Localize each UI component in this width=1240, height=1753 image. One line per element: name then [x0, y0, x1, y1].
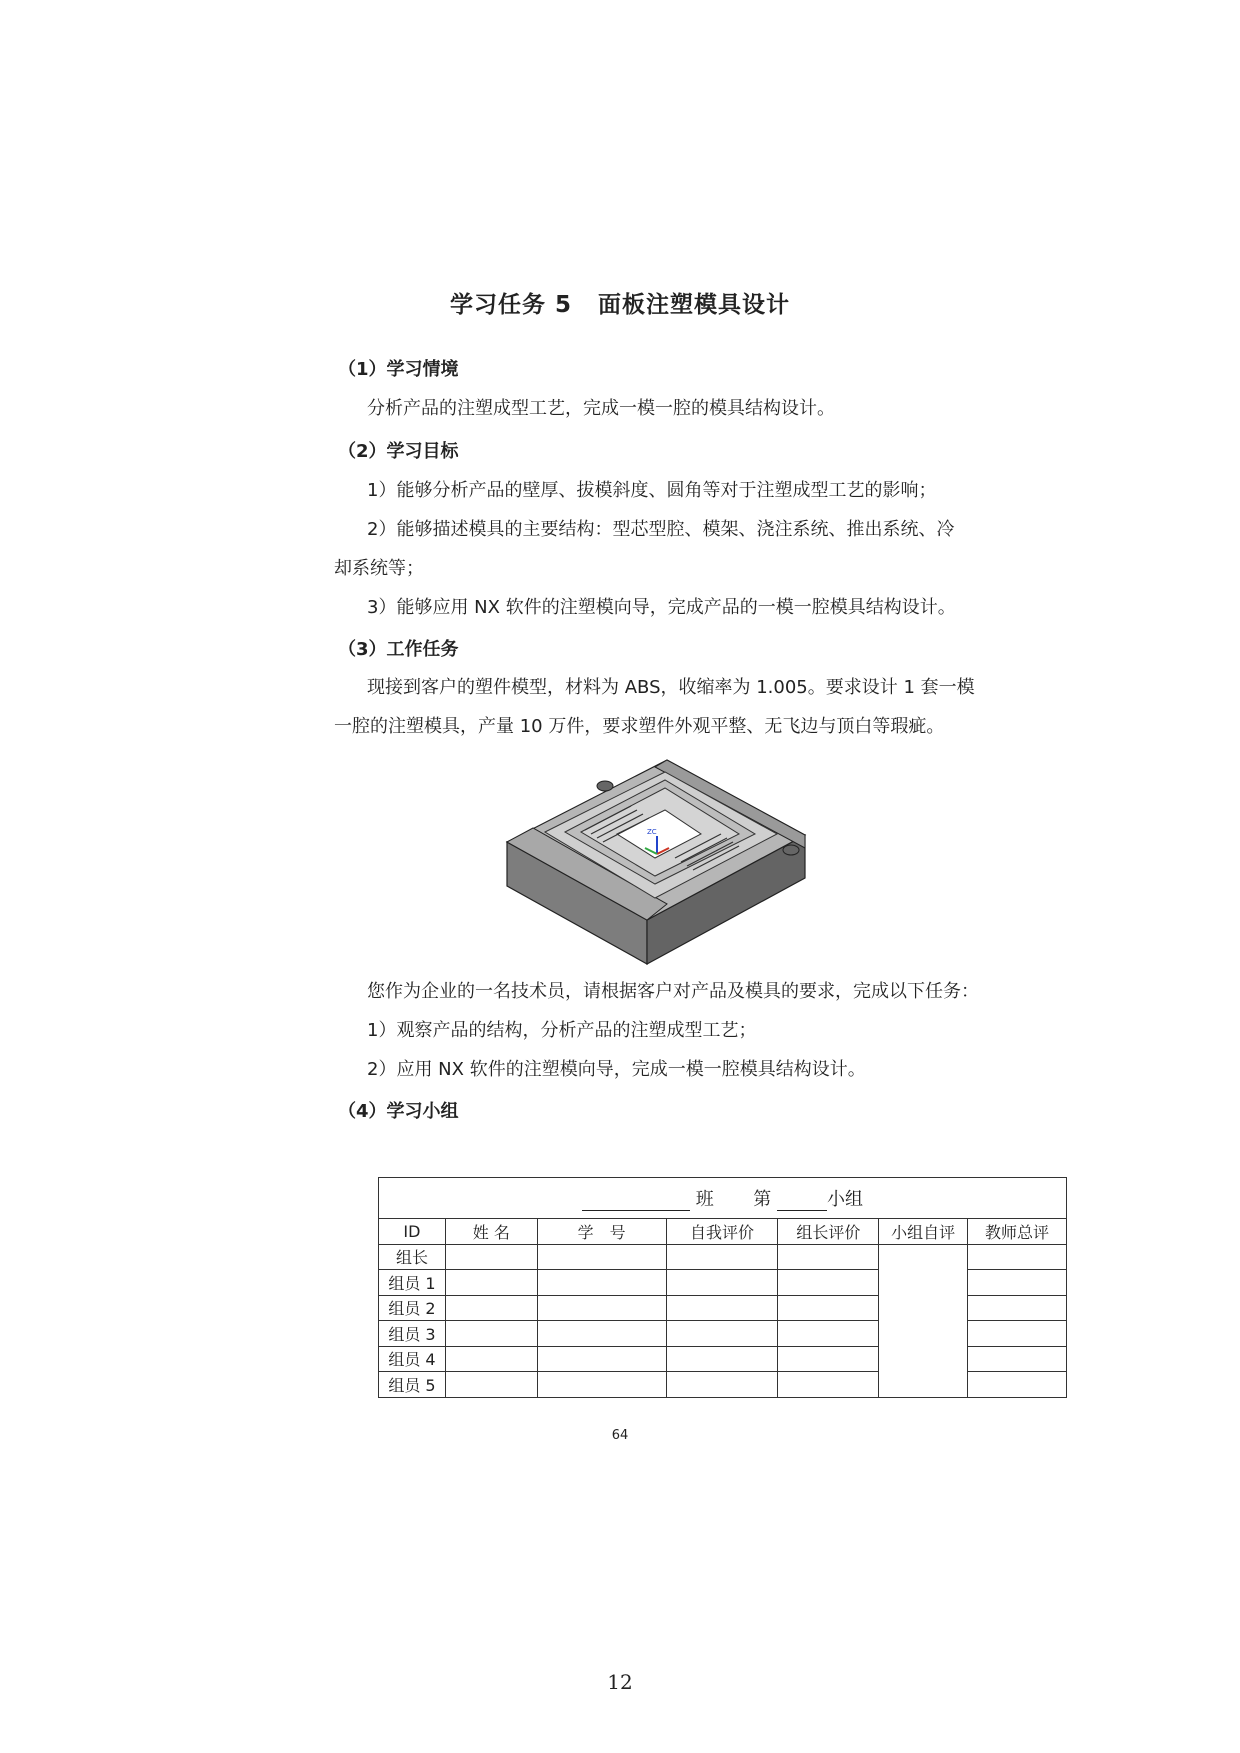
- table-cell[interactable]: [968, 1295, 1067, 1321]
- table-cell[interactable]: [537, 1321, 666, 1347]
- section-1-text: 分析产品的注塑成型工艺，完成一模一腔的模具结构设计。: [367, 398, 835, 419]
- group-no-label: 第: [753, 1189, 772, 1210]
- objective-item-1: 1）能够分析产品的壁厚、拔模斜度、圆角等对于注塑成型工艺的影响；: [367, 480, 937, 501]
- table-cell[interactable]: [968, 1270, 1067, 1296]
- axis-label: ZC: [647, 828, 657, 836]
- table-cell[interactable]: [968, 1372, 1067, 1398]
- table-cell[interactable]: [537, 1295, 666, 1321]
- row-label: 组员 3: [379, 1321, 446, 1347]
- table-cell[interactable]: [968, 1321, 1067, 1347]
- task-item-1: 1）观察产品的结构，分析产品的注塑成型工艺；: [367, 1020, 757, 1041]
- section-2-heading: （2）学习目标: [338, 441, 459, 462]
- table-cell[interactable]: [537, 1372, 666, 1398]
- table-cell[interactable]: [445, 1321, 537, 1347]
- section-3-heading: （3）工作任务: [338, 639, 459, 660]
- class-blank: [582, 1192, 690, 1211]
- table-cell[interactable]: [666, 1244, 778, 1270]
- table-cell[interactable]: [778, 1244, 879, 1270]
- objective-item-2-line2: 却系统等；: [334, 558, 424, 579]
- page-title: [0, 286, 1240, 319]
- task-item-2: 2）应用 NX 软件的注塑模向导，完成一模一腔模具结构设计。: [367, 1059, 866, 1080]
- row-label: 组员 2: [379, 1295, 446, 1321]
- objective-item-3: 3）能够应用 NX 软件的注塑模向导，完成产品的一模一腔模具结构设计。: [367, 597, 956, 618]
- table-cell[interactable]: [445, 1244, 537, 1270]
- table-cell[interactable]: [778, 1270, 879, 1296]
- objective-item-2-line1: 2）能够描述模具的主要结构：型芯型腔、模架、浇注系统、推出系统、冷: [367, 519, 955, 540]
- table-cell[interactable]: [666, 1372, 778, 1398]
- page-number: 12: [607, 1670, 633, 1694]
- table-header-row: [379, 1178, 1067, 1219]
- mold-plate-figure: [505, 758, 848, 972]
- table-cell[interactable]: [666, 1270, 778, 1296]
- table-cell[interactable]: [666, 1295, 778, 1321]
- row-label: 组员 4: [379, 1346, 446, 1372]
- section-1-heading: （1）学习情境: [338, 359, 459, 380]
- study-group-table: [378, 1177, 1067, 1398]
- group-no-blank: [777, 1192, 827, 1211]
- table-columns-row: [379, 1219, 1067, 1245]
- title-main: 面板注塑模具设计: [598, 292, 790, 318]
- table-cell[interactable]: [968, 1346, 1067, 1372]
- column-header: ID: [379, 1219, 446, 1245]
- table-cell[interactable]: [537, 1346, 666, 1372]
- table-cell[interactable]: [537, 1270, 666, 1296]
- column-header: 教师总评: [968, 1219, 1067, 1245]
- title-prefix: 学习任务 5: [449, 292, 572, 318]
- row-label: 组长: [379, 1244, 446, 1270]
- class-label: 班: [695, 1189, 714, 1210]
- inner-page-number: 64: [611, 1428, 629, 1443]
- column-header: 姓 名: [445, 1219, 537, 1245]
- table-cell[interactable]: [778, 1372, 879, 1398]
- column-header: 学 号: [537, 1219, 666, 1245]
- table-cell[interactable]: [666, 1321, 778, 1347]
- table-cell[interactable]: [778, 1346, 879, 1372]
- column-header: 自我评价: [666, 1219, 778, 1245]
- table-cell[interactable]: [968, 1244, 1067, 1270]
- group-self-eval-cell[interactable]: [879, 1244, 968, 1397]
- column-header: 小组自评: [879, 1219, 968, 1245]
- task-text-line1: 现接到客户的塑件模型，材料为 ABS，收缩率为 1.005。要求设计 1 套一模: [367, 677, 975, 698]
- table-cell[interactable]: [445, 1295, 537, 1321]
- table-cell[interactable]: [778, 1295, 879, 1321]
- table-cell[interactable]: [666, 1346, 778, 1372]
- group-label: 小组: [826, 1189, 863, 1210]
- task-intro: 您作为企业的一名技术员，请根据客户对产品及模具的要求，完成以下任务：: [367, 981, 979, 1002]
- column-header: 组长评价: [778, 1219, 879, 1245]
- section-4-heading: （4）学习小组: [338, 1101, 459, 1122]
- table-cell[interactable]: [445, 1372, 537, 1398]
- table-row: [379, 1244, 1067, 1270]
- row-label: 组员 5: [379, 1372, 446, 1398]
- table-cell[interactable]: [537, 1244, 666, 1270]
- table-cell[interactable]: [445, 1270, 537, 1296]
- table-cell[interactable]: [778, 1321, 879, 1347]
- table-cell[interactable]: [445, 1346, 537, 1372]
- task-text-line2: 一腔的注塑模具，产量 10 万件，要求塑件外观平整、无飞边与顶白等瑕疵。: [334, 716, 945, 737]
- row-label: 组员 1: [379, 1270, 446, 1296]
